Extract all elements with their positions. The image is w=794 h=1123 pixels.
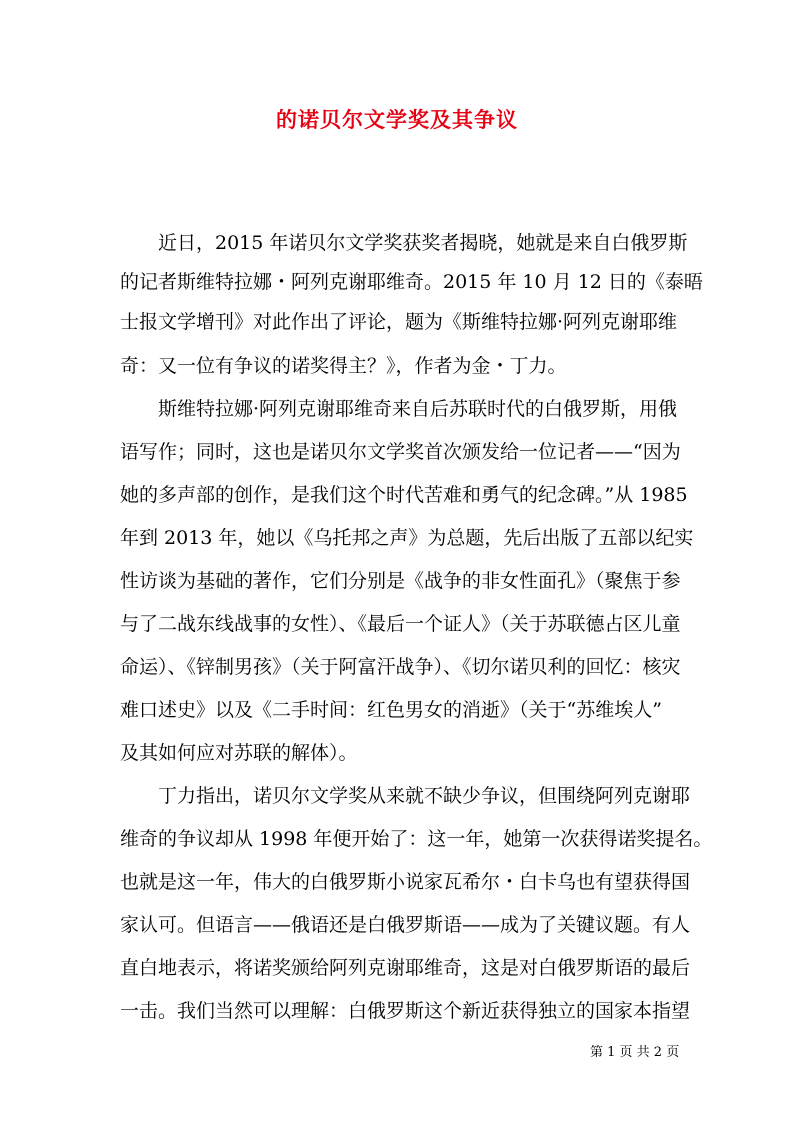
text-line: 奇：又一位有争议的诺奖得主？》，作者为金・丁力。 <box>120 355 567 377</box>
text-line: 语写作；同时，这也是诺贝尔文学奖首次颁发给一位记者——“因为 <box>120 441 681 463</box>
text-line: 丁力指出，诺贝尔文学奖从来就不缺少争议，但围绕阿列克谢耶 <box>158 785 691 807</box>
page-number-footer: 第 1 页 共 2 页 <box>590 1045 680 1060</box>
text-line: 维奇的争议却从 1998 年便开始了：这一年，她第一次获得诺奖提名。 <box>120 828 713 850</box>
text-line: 难口述史》以及《二手时间：红色男女的消逝》（关于“苏维埃人” <box>120 699 662 721</box>
text-line: 家认可。但语言——俄语还是白俄罗斯语——成为了关键议题。有人 <box>120 914 691 936</box>
text-line: 近日，2015 年诺贝尔文学奖获奖者揭晓，她就是来自白俄罗斯 <box>158 232 688 254</box>
text-line: 命运）、《锌制男孩》（关于阿富汗战争）、《切尔诺贝利的回忆：核灾 <box>120 656 681 678</box>
document-title: 的诺贝尔文学奖及其争议 <box>276 107 518 132</box>
text-line: 性访谈为基础的著作，它们分别是《战争的非女性面孔》（聚焦于参 <box>120 570 681 592</box>
text-line: 也就是这一年，伟大的白俄罗斯小说家瓦希尔・白卡乌也有望获得国 <box>120 871 691 893</box>
text-line: 她的多声部的创作，是我们这个时代苦难和勇气的纪念碑。”从 1985 <box>120 484 688 506</box>
text-line: 年到 2013 年，她以《乌托邦之声》为总题，先后出版了五部以纪实 <box>120 527 694 549</box>
text-line: 士报文学增刊》对此作出了评论，题为《斯维特拉娜·阿列克谢耶维 <box>120 311 678 333</box>
text-line: 与了二战东线战事的女性）、《最后一个证人》（关于苏联德占区儿童 <box>120 613 681 635</box>
text-line: 及其如何应对苏联的解体）。 <box>120 742 358 764</box>
text-line: 直白地表示，将诺奖颁给阿列克谢耶维奇，这是对白俄罗斯语的最后 <box>120 957 691 979</box>
text-line: 的记者斯维特拉娜・阿列克谢耶维奇。2015 年 10 月 12 日的《泰晤 <box>120 271 703 293</box>
text-line: 斯维特拉娜·阿列克谢耶维奇来自后苏联时代的白俄罗斯，用俄 <box>158 398 678 420</box>
text-line: 一击。我们当然可以理解：白俄罗斯这个新近获得独立的国家本指望 <box>120 1000 691 1022</box>
